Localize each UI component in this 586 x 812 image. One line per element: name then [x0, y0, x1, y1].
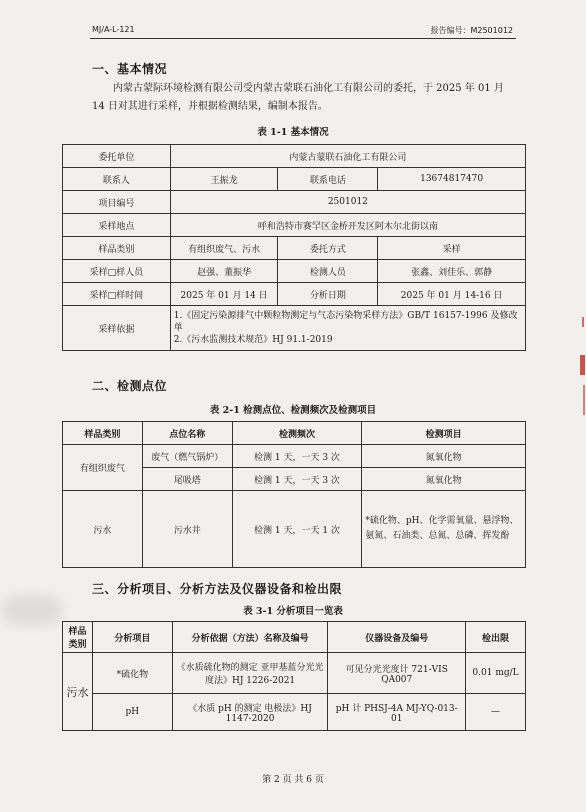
intro-paragraph: 内蒙古蒙际环境检测有限公司受内蒙古蒙联石油化工有限公司的委托，于 2025 年 01 月 14 日对其进行采样，并根据检测结果，编制本报告。	[92, 83, 504, 112]
point-cell: 尾吸塔	[142, 468, 232, 491]
frequency-cell: 检测 1 天，一天 3 次	[232, 468, 362, 491]
label-cell: 采样地点	[63, 214, 171, 237]
section-1-title: 一、基本情况	[92, 62, 168, 76]
label-cell: 采样依据	[63, 306, 171, 351]
header-cell: 检测项目	[362, 422, 526, 445]
section-2-title: 二、检测点位	[92, 379, 168, 393]
table-header-row	[63, 622, 526, 653]
instrument-cell: 可见分光光度计 721-VIS QA007	[328, 653, 466, 694]
limit-cell: —	[466, 694, 526, 731]
table-row	[63, 168, 526, 191]
value-cell: 张鑫、刘佳乐、郭静	[378, 260, 526, 283]
header-cell: 点位名称	[142, 422, 232, 445]
header-cell: 仪器设备及编号	[328, 622, 466, 653]
item-cell: pH	[92, 694, 172, 731]
value-cell: 内蒙古蒙联石油化工有限公司	[170, 145, 525, 168]
table-row	[63, 445, 526, 468]
basis-cell	[170, 306, 525, 351]
header-cell: 检出限	[466, 622, 526, 653]
method-cell: 《水质 pH 的测定 电极法》HJ 1147-2020	[172, 694, 328, 731]
item-cell: 氮氧化物	[362, 445, 526, 468]
header-cell: 检测频次	[232, 422, 362, 445]
table-row	[63, 491, 526, 568]
header-cell: 样品类别	[63, 622, 93, 653]
header-cell: 分析依据（方法）名称及编号	[172, 622, 328, 653]
basis-line-2: 2.《污水监测技术规范》HJ 91.1-2019	[173, 335, 333, 345]
report-number: 报告编号：M2501012	[430, 26, 513, 35]
table-row	[63, 237, 526, 260]
category-cell: 污水	[63, 653, 93, 731]
limit-cell: 0.01 mg/L	[466, 653, 526, 694]
label-cell: 样品类别	[63, 237, 171, 260]
label-cell: 检测人员	[278, 260, 378, 283]
category-cell: 有组织废气	[63, 445, 143, 491]
table-row	[63, 214, 526, 237]
item-cell: *硫化物、pH、化学需氧量、悬浮物、氨氮、石油类、总氮、总磷、挥发酚	[362, 491, 526, 568]
table-1-1-caption: 表 1-1 基本情况	[257, 127, 329, 138]
method-cell: 《水质硫化物的测定 亚甲基蓝分光光度法》HJ 1226-2021	[172, 653, 328, 694]
value-cell: 2501012	[170, 191, 525, 214]
value-cell: 采样	[378, 237, 526, 260]
label-cell: 联系人	[63, 168, 171, 191]
item-cell: *硫化物	[92, 653, 172, 694]
frequency-cell: 检测 1 天，一天 3 次	[232, 445, 362, 468]
table-row	[63, 283, 526, 306]
table-row	[63, 306, 526, 351]
basis-line-1: 1.《固定污染源排气中颗粒物测定与气态污染物采样方法》GB/T 16157-1996 及修改单	[173, 311, 518, 333]
label-cell: 采样□样人员	[63, 260, 171, 283]
frequency-cell: 检测 1 天，一天 1 次	[232, 491, 362, 568]
value-cell: 呼和浩特市赛罕区金桥开发区阿木尔北街以南	[170, 214, 525, 237]
label-cell: 采样□样时间	[63, 283, 171, 306]
scan-shadow	[2, 595, 62, 625]
table-2-1-caption: 表 2-1 检测点位、检测频次及检测项目	[209, 405, 377, 416]
instrument-cell: pH 计 PHSJ-4A MJ-YQ-013-01	[328, 694, 466, 731]
header-cell: 分析项目	[92, 622, 172, 653]
section-3-title: 三、分析项目、分析方法及仪器设备和检出限	[92, 582, 343, 596]
basic-info-table	[62, 144, 526, 351]
table-row	[63, 191, 526, 214]
label-cell: 委托方式	[278, 237, 378, 260]
label-cell: 分析日期	[278, 283, 378, 306]
point-cell: 污水井	[142, 491, 232, 568]
analysis-methods-table	[62, 621, 526, 731]
value-cell: 有组织废气、污水	[170, 237, 278, 260]
label-cell: 委托单位	[63, 145, 171, 168]
table-row	[63, 653, 526, 694]
doc-code: MJ/A-L-121	[92, 25, 135, 34]
table-row	[63, 694, 526, 731]
point-cell: 废气（燃气锅炉）	[142, 445, 232, 468]
monitoring-points-table	[62, 421, 526, 568]
table-row	[63, 145, 526, 168]
page-number: 第 2 页 共 6 页	[262, 775, 324, 785]
table-header-row	[63, 422, 526, 445]
value-cell: 2025 年 01 月 14-16 日	[378, 283, 526, 306]
seal-stamp-edge	[576, 315, 586, 425]
label-cell: 联系电话	[278, 168, 378, 191]
value-cell: 王振龙	[170, 168, 278, 191]
label-cell: 项目编号	[63, 191, 171, 214]
category-cell: 污水	[63, 491, 143, 568]
item-cell: 氮氧化物	[362, 468, 526, 491]
value-cell: 13674817470	[378, 168, 526, 191]
table-3-1-caption: 表 3-1 分析项目一览表	[243, 606, 343, 617]
value-cell: 2025 年 01 月 14 日	[170, 283, 278, 306]
table-row	[63, 260, 526, 283]
header-cell: 样品类别	[63, 422, 143, 445]
value-cell: 赵强、董振华	[170, 260, 278, 283]
header-rule	[90, 38, 516, 39]
